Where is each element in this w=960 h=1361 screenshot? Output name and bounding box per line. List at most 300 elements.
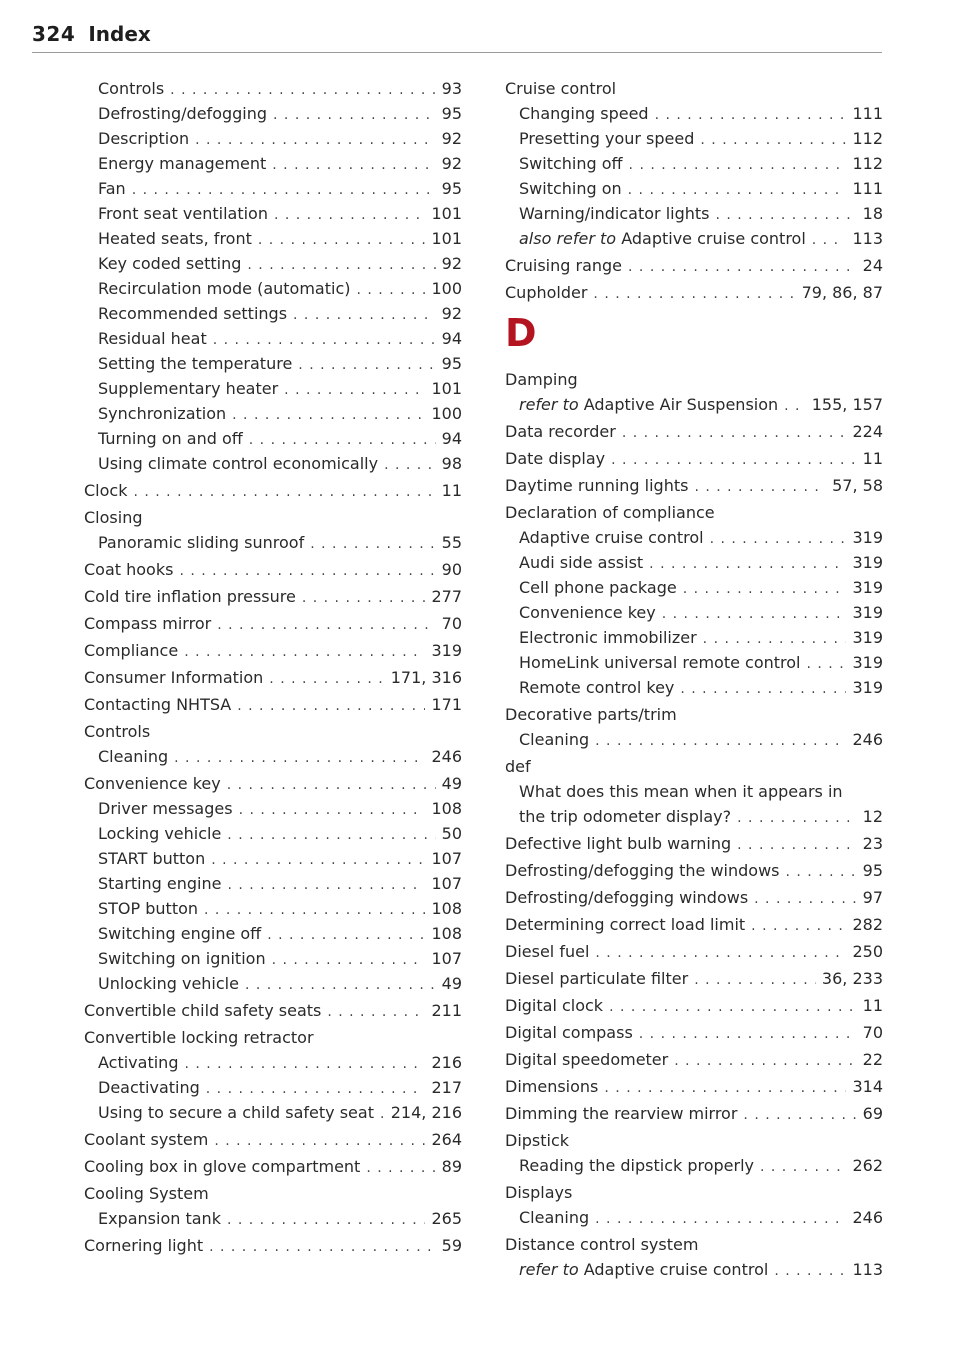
index-term (84, 1181, 209, 1206)
dot-leader (195, 128, 436, 153)
page-reference: 92 (441, 254, 462, 273)
dot-leader (258, 228, 426, 253)
index-entry-synchronization (84, 401, 462, 426)
index-term-text: Panoramic sliding sunroof (98, 533, 305, 552)
dot-leader (245, 973, 436, 998)
index-entry-stop-button (84, 896, 462, 921)
page-reference: 108 (431, 899, 462, 918)
page-reference: 36, 233 (821, 969, 883, 988)
index-entry-remote-control-key (505, 675, 883, 700)
index-entry-fan (84, 176, 462, 201)
index-group-c-continued (505, 76, 883, 305)
index-entry-distance-control-system (505, 1232, 883, 1257)
dot-leader (609, 995, 857, 1020)
page-reference: 155, 157 (811, 395, 883, 414)
index-entry-cruise-control (505, 76, 883, 101)
index-term (98, 796, 233, 821)
index-term-text: Dimming the rearview mirror (505, 1104, 738, 1123)
page-reference: 108 (431, 924, 462, 943)
index-entry-panoramic-sliding-sunroof (84, 530, 462, 555)
index-entry-cleaning (84, 744, 462, 769)
index-entry-cooling-system (84, 1181, 462, 1206)
index-term (519, 176, 622, 201)
index-term (98, 426, 243, 451)
dot-leader (232, 403, 425, 428)
page-reference: 50 (441, 824, 462, 843)
index-term-text: Data recorder (505, 422, 616, 441)
index-entry-convenience-key (84, 771, 462, 796)
index-term-text: def (505, 757, 531, 776)
index-term (519, 1153, 754, 1178)
section-letter-d: D (505, 311, 537, 355)
dot-leader (293, 303, 436, 328)
index-entry-also-refer-to-adaptive-cruise-control (505, 226, 883, 251)
dot-leader (710, 527, 847, 552)
index-term (98, 971, 239, 996)
index-term (98, 326, 207, 351)
cross-reference-prefix: refer to (519, 1260, 579, 1279)
index-term (519, 625, 697, 650)
dot-leader (694, 475, 826, 500)
index-term (519, 550, 643, 575)
dot-leader (132, 178, 436, 203)
index-entry-convertible-locking-retractor (84, 1025, 462, 1050)
index-column-left (84, 76, 462, 1258)
dot-leader (700, 128, 846, 153)
dot-leader (737, 806, 857, 831)
index-term-text: Switching on (519, 179, 622, 198)
index-entry-key-coded-setting (84, 251, 462, 276)
index-term-text: Adaptive cruise control (621, 229, 806, 248)
index-term (519, 727, 589, 752)
index-term-text: Setting the temperature (98, 354, 293, 373)
index-entry-refer-to-adaptive-cruise-control (505, 1257, 883, 1282)
cross-reference-prefix: also refer to (519, 229, 617, 248)
dot-leader (227, 773, 436, 798)
index-term-text: Using to secure a child safety seat (98, 1103, 374, 1122)
page-reference: 90 (441, 560, 462, 579)
page-reference: 319 (852, 653, 883, 672)
index-term-text: Cell phone package (519, 578, 677, 597)
dot-leader (784, 394, 806, 419)
index-term (84, 1127, 208, 1152)
page-reference: 111 (852, 179, 883, 198)
index-term-text: Clock (84, 481, 128, 500)
index-term-text: Controls (98, 79, 165, 98)
index-entry-cornering-light (84, 1233, 462, 1258)
index-entry-driver-messages (84, 796, 462, 821)
dot-leader (211, 848, 425, 873)
page-reference: 319 (431, 641, 462, 660)
index-entry-cleaning (505, 727, 883, 752)
index-entry-closing (84, 505, 462, 530)
page-reference: 79, 86, 87 (801, 283, 883, 302)
index-entry-diesel-fuel (505, 939, 883, 964)
index-entry-convertible-child-safety-seats (84, 998, 462, 1023)
index-entry-digital-clock (505, 993, 883, 1018)
index-term-text: Switching engine off (98, 924, 262, 943)
index-term-text: Contacting NHTSA (84, 695, 232, 714)
dot-leader (327, 1000, 425, 1025)
page-reference: 11 (862, 449, 883, 468)
index-term-text: Audi side assist (519, 553, 644, 572)
index-term (505, 966, 688, 991)
page-reference: 92 (441, 304, 462, 323)
index-term (505, 1128, 569, 1153)
index-term-text: Dipstick (505, 1131, 570, 1150)
dot-leader (595, 729, 846, 754)
dot-leader (384, 453, 436, 478)
index-term (98, 530, 304, 555)
index-term (98, 126, 189, 151)
page-reference: 246 (431, 747, 462, 766)
page-reference: 319 (852, 678, 883, 697)
dot-leader (204, 898, 425, 923)
index-term-text: HomeLink universal remote control (519, 653, 801, 672)
index-entry-front-seat-ventilation (84, 201, 462, 226)
index-term-text: Locking vehicle (98, 824, 222, 843)
index-entry-consumer-information (84, 665, 462, 690)
index-term (98, 176, 126, 201)
page-reference: 224 (852, 422, 883, 441)
index-column-right (505, 76, 883, 1282)
index-term-text: Declaration of compliance (505, 503, 715, 522)
page-reference: 69 (862, 1104, 883, 1123)
dot-leader (774, 1259, 846, 1284)
index-entry-deactivating (84, 1075, 462, 1100)
index-term (98, 451, 378, 476)
page-reference: 92 (441, 154, 462, 173)
index-term-text: Using climate control economically (98, 454, 379, 473)
index-term-text: the trip odometer display? (519, 807, 732, 826)
index-term-text: Diesel fuel (505, 942, 590, 961)
index-term-text: Digital speedometer (505, 1050, 669, 1069)
index-group-d (505, 367, 883, 1282)
index-term (98, 1206, 221, 1231)
page-reference: 70 (441, 614, 462, 633)
index-term-text: Reading the dipstick properly (519, 1156, 754, 1175)
page-reference: 108 (431, 799, 462, 818)
index-term-text: Description (98, 129, 190, 148)
index-term-text: Defrosting/defogging the windows (505, 861, 780, 880)
index-term-text: Fan (98, 179, 126, 198)
index-term (98, 1050, 178, 1075)
index-entry-coat-hooks (84, 557, 462, 582)
index-entry-presetting-your-speed (505, 126, 883, 151)
index-entry-reading-the-dipstick-properly (505, 1153, 883, 1178)
page-reference: 171 (431, 695, 462, 714)
index-term-text: Switching on ignition (98, 949, 266, 968)
index-term-text: Driver messages (98, 799, 233, 818)
index-term (505, 754, 531, 779)
index-term (519, 101, 649, 126)
index-term (519, 675, 674, 700)
index-term (98, 226, 252, 251)
index-term (84, 998, 321, 1023)
index-term (84, 584, 296, 609)
dot-leader (380, 1102, 385, 1127)
index-term (519, 525, 704, 550)
dot-leader (273, 103, 436, 128)
dot-leader (184, 640, 425, 665)
dot-leader (214, 1129, 425, 1154)
page-reference: 12 (862, 807, 883, 826)
index-entry-using-climate-control-economically (84, 451, 462, 476)
index-term (84, 557, 173, 582)
index-entry-defrosting-defogging (84, 101, 462, 126)
page-reference: 89 (441, 1157, 462, 1176)
page-reference: 70 (862, 1023, 883, 1042)
index-term (519, 126, 694, 151)
dot-leader (272, 153, 435, 178)
page-reference: 262 (852, 1156, 883, 1175)
page-reference: 98 (441, 454, 462, 473)
page-reference: 211 (431, 1001, 462, 1020)
index-entry-controls (84, 719, 462, 744)
index-term-text: Starting engine (98, 874, 222, 893)
index-term (505, 253, 622, 278)
index-term (98, 946, 266, 971)
page-reference: 101 (431, 229, 462, 248)
dot-leader (628, 255, 857, 280)
index-term (84, 771, 221, 796)
index-term (84, 692, 231, 717)
index-entry-changing-speed (505, 101, 883, 126)
index-term (98, 276, 351, 301)
index-term-text: Residual heat (98, 329, 207, 348)
dot-leader (206, 1077, 426, 1102)
index-entry-defective-light-bulb-warning (505, 831, 883, 856)
index-term (505, 831, 731, 856)
index-term-text: Diesel particulate filter (505, 969, 689, 988)
index-entry-refer-to-adaptive-air-suspension (505, 392, 883, 417)
index-term-text: Convenience key (84, 774, 221, 793)
index-term (519, 392, 778, 417)
dot-leader (655, 103, 847, 128)
index-term-text: Displays (505, 1183, 573, 1202)
dot-leader (267, 923, 425, 948)
index-term-text: Cooling System (84, 1184, 209, 1203)
index-term-text: STOP button (98, 899, 199, 918)
index-entry-dipstick (505, 1128, 883, 1153)
page-number: 324 (32, 22, 76, 46)
index-entry-def (505, 754, 883, 779)
page-reference: 319 (852, 628, 883, 647)
dot-leader (629, 153, 847, 178)
page-reference: 11 (862, 996, 883, 1015)
index-entry-digital-speedometer (505, 1047, 883, 1072)
page-reference: 264 (431, 1130, 462, 1149)
index-term-text: Unlocking vehicle (98, 974, 239, 993)
index-term (98, 1075, 200, 1100)
index-entry-warning-indicator-lights (505, 201, 883, 226)
dot-leader (622, 421, 847, 446)
dot-leader (715, 203, 856, 228)
index-term (505, 939, 589, 964)
index-term (505, 885, 748, 910)
index-entry-the-trip-odometer-display (505, 804, 883, 829)
dot-leader (680, 677, 846, 702)
index-entry-recirculation-mode-automatic (84, 276, 462, 301)
page-reference: 49 (441, 974, 462, 993)
index-entry-damping (505, 367, 883, 392)
index-entry-defrosting-defogging-windows (505, 885, 883, 910)
index-entry-adaptive-cruise-control (505, 525, 883, 550)
index-term (505, 1047, 668, 1072)
index-term-text: Digital compass (505, 1023, 633, 1042)
index-entry-switching-off (505, 151, 883, 176)
index-term-text: Cleaning (519, 730, 590, 749)
page-reference: 107 (431, 874, 462, 893)
page-reference: 246 (852, 1208, 883, 1227)
index-term (84, 1154, 360, 1179)
index-term (505, 1101, 737, 1126)
dot-leader (227, 873, 425, 898)
index-term-text: Determining correct load limit (505, 915, 746, 934)
index-term-text: Changing speed (519, 104, 649, 123)
index-entry-daytime-running-lights (505, 473, 883, 498)
page-reference: 101 (431, 204, 462, 223)
index-term-text: Coolant system (84, 1130, 209, 1149)
dot-leader (237, 694, 425, 719)
dot-leader (310, 532, 435, 557)
index-term-text: Supplementary heater (98, 379, 279, 398)
index-entry-cold-tire-inflation-pressure (84, 584, 462, 609)
index-term (519, 151, 623, 176)
page-reference: 11 (441, 481, 462, 500)
index-term-text: Cold tire inflation pressure (84, 587, 296, 606)
index-entry-audi-side-assist (505, 550, 883, 575)
index-term (98, 1100, 374, 1125)
page-reference: 216 (431, 1053, 462, 1072)
page-reference: 94 (441, 429, 462, 448)
index-entry-switching-engine-off (84, 921, 462, 946)
index-entry-supplementary-heater (84, 376, 462, 401)
index-term-text: Daytime running lights (505, 476, 689, 495)
index-term (98, 401, 226, 426)
index-term-text: Warning/indicator lights (519, 204, 710, 223)
index-term-text: Cleaning (519, 1208, 590, 1227)
dot-leader (611, 448, 857, 473)
index-term (84, 638, 178, 663)
index-term (98, 251, 241, 276)
index-term-text: Defrosting/defogging (98, 104, 268, 123)
index-term (505, 1074, 598, 1099)
index-entry-starting-engine (84, 871, 462, 896)
index-term (505, 1020, 633, 1045)
index-entry-cruising-range (505, 253, 883, 278)
index-term-text: Distance control system (505, 1235, 699, 1254)
page-reference: 100 (431, 279, 462, 298)
index-term-text: Remote control key (519, 678, 675, 697)
page-reference: 112 (852, 129, 883, 148)
index-entry-locking-vehicle (84, 821, 462, 846)
index-term (519, 650, 801, 675)
index-term (505, 1180, 572, 1205)
dot-leader (217, 613, 435, 638)
dot-leader (213, 328, 436, 353)
dot-leader (298, 353, 435, 378)
index-term-text: Decorative parts/trim (505, 705, 677, 724)
dot-leader (593, 282, 795, 307)
index-term-text: Adaptive cruise control (583, 1260, 769, 1279)
index-term (519, 575, 677, 600)
index-term (84, 665, 263, 690)
index-entry-controls (84, 76, 462, 101)
index-entry-what-does-this-mean-when-it-appears-in (505, 779, 883, 804)
index-term (98, 846, 205, 871)
index-entry-heated-seats-front (84, 226, 462, 251)
index-term-text: Dimensions (505, 1077, 599, 1096)
page-reference: 277 (431, 587, 462, 606)
page-reference: 95 (441, 354, 462, 373)
dot-leader (133, 480, 435, 505)
index-term (505, 473, 688, 498)
index-entry-electronic-immobilizer (505, 625, 883, 650)
index-entry-setting-the-temperature (84, 351, 462, 376)
dot-leader (674, 1049, 856, 1074)
dot-leader (170, 78, 435, 103)
dot-leader (743, 1103, 856, 1128)
index-term (84, 505, 142, 530)
index-entry-decorative-parts-trim (505, 702, 883, 727)
page-reference: 18 (862, 204, 883, 223)
index-term (84, 1025, 314, 1050)
section-title: Index (88, 22, 151, 46)
index-term (98, 151, 266, 176)
page-reference: 24 (862, 256, 883, 275)
index-term-text: Synchronization (98, 404, 227, 423)
index-term-text: Activating (98, 1053, 179, 1072)
dot-leader (247, 253, 435, 278)
index-term-text: Cruising range (505, 256, 623, 275)
index-term-text: What does this mean when it appears in (519, 782, 843, 801)
index-term-text: Energy management (98, 154, 267, 173)
dot-leader (239, 798, 426, 823)
page-reference: 55 (441, 533, 462, 552)
page-reference: 282 (852, 915, 883, 934)
index-entry-data-recorder (505, 419, 883, 444)
index-term (505, 702, 677, 727)
dot-leader (595, 1207, 846, 1232)
index-term (505, 1232, 698, 1257)
index-term (98, 101, 267, 126)
dot-leader (751, 914, 846, 939)
page-reference: 171, 316 (390, 668, 462, 687)
index-entry-recommended-settings (84, 301, 462, 326)
index-term (519, 1205, 589, 1230)
index-entry-coolant-system (84, 1127, 462, 1152)
index-term (98, 301, 287, 326)
page-reference: 246 (852, 730, 883, 749)
page-reference: 319 (852, 553, 883, 572)
index-term-text: Damping (505, 370, 578, 389)
index-entry-residual-heat (84, 326, 462, 351)
index-term (519, 600, 656, 625)
index-term (84, 719, 150, 744)
index-term-text: Front seat ventilation (98, 204, 268, 223)
dot-leader (786, 860, 857, 885)
index-entry-homelink-universal-remote-control (505, 650, 883, 675)
index-term (98, 821, 221, 846)
index-entry-contacting-nhtsa (84, 692, 462, 717)
index-term-text: Compliance (84, 641, 179, 660)
index-entry-date-display (505, 446, 883, 471)
index-term-text: Recommended settings (98, 304, 288, 323)
index-entry-switching-on-ignition (84, 946, 462, 971)
page-reference: 100 (431, 404, 462, 423)
index-term-text: Key coded setting (98, 254, 242, 273)
